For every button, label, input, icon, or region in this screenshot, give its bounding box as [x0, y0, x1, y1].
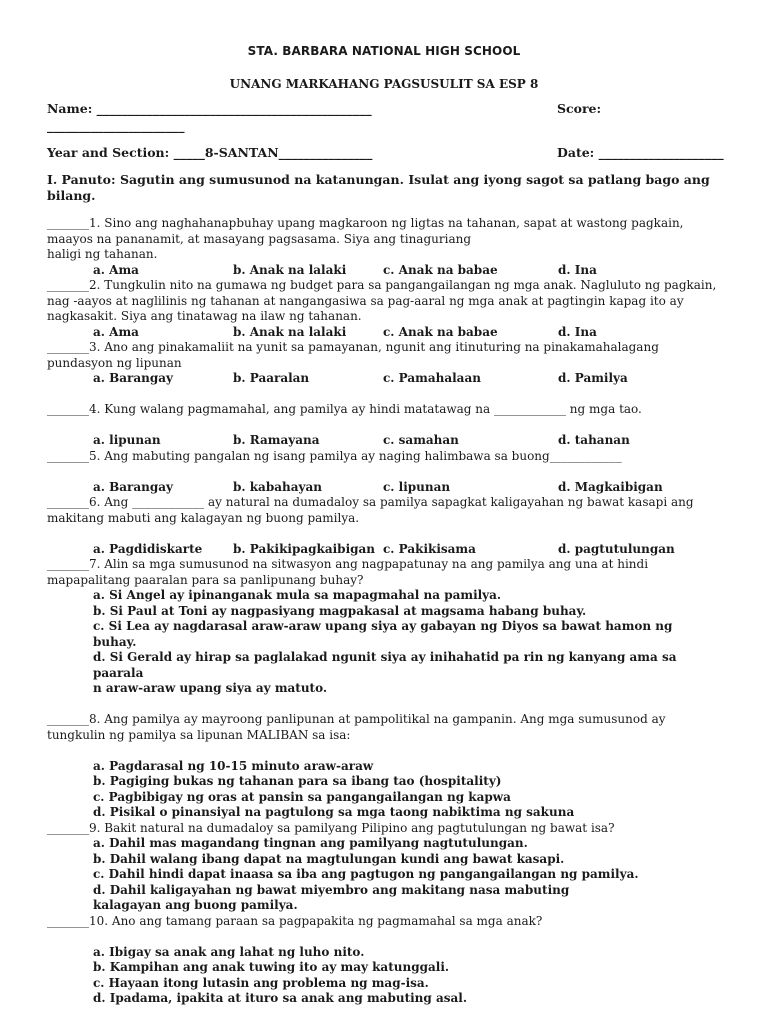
year-section-field[interactable]: Year and Section: _____8-SANTAN_______________ [47, 145, 373, 160]
option: d. Si Gerald ay hirap sa paglalakad ngunit siya ay inihahatid pa rin ng kanyang ama sa paarala [93, 650, 677, 680]
question-9: _______9. Bakit natural na dumadaloy sa pamilyang Pilipino ang pagtutulungan ng bawat isa? [47, 820, 615, 835]
option: d. Pamilya [558, 371, 628, 385]
option: b. Ramayana [233, 433, 320, 447]
option: d. Dahil kaligayahan ng bawat miyembro ang makitang nasa mabuting [93, 882, 570, 897]
question-5: _______5. Ang mabuting pangalan ng isang pamilya ay naging halimbawa sa buong____________ [47, 448, 622, 463]
question-4: _______4. Kung walang pagmamahal, ang pamilya ay hindi matatawag na ____________ ng mga tao. [47, 402, 642, 416]
instructions: I. Panuto: Sagutin ang sumusunod na katanungan. Isulat ang iyong sagot sa patlang bago ang bilang. [47, 172, 710, 203]
option: a. Ibigay sa anak ang lahat ng luho nito. [93, 944, 365, 959]
option: c. Si Lea ay nagdarasal araw-araw upang siya ay gabayan ng Diyos sa bawat hamon ng buhay. [93, 619, 673, 649]
score-field[interactable]: Score: [557, 101, 602, 116]
option: d. Pisikal o pinansiyal na pagtulong sa mga taong nabiktima ng sakuna [93, 805, 575, 819]
option-continuation: kalagayan ang buong pamilya. [93, 898, 298, 912]
question-4-options [47, 433, 719, 449]
question-10-options [47, 945, 719, 1007]
option: c. Pakikisama [383, 541, 476, 556]
option: c. Anak na babae [383, 262, 498, 277]
question-8: _______8. Ang pamilya ay mayroong panlipunan at pampolitikal na gampanin. Ang mga sumusunod ay tungkulin ng pamilya sa lipunan MALIBAN sa isa: [47, 712, 666, 742]
name-field-continuation: ______________________ [47, 118, 185, 133]
option: c. Dahil hindi dapat inaasa sa iba ang pagtugon ng pangangailangan ng pamilya. [93, 867, 639, 881]
option: c. Pamahalaan [383, 371, 481, 385]
question-1: _______1. Sino ang naghahanapbuhay upang magkaroon ng ligtas na tahanan, sapat at wastong pagkain, maayos na pananamit, at masayang pagsasama. Siya ang tinaguriang [47, 216, 684, 246]
question-2: _______2. Tungkulin nito na gumawa ng budget para sa pangangailangan ng mga anak. Nagluluto ng pagkain, nag -aayos at naglilinis ng tahanan at nangangasiwa sa pag-aaral ng mga anak at pagtingin kapag ito ay nagkasakit. Siya ang tinatawag na ilaw ng tahanan. [47, 278, 717, 323]
option: a. Barangay [93, 479, 174, 494]
option: d. Ipadama, ipakita at ituro sa anak ang mabuting asal. [93, 991, 468, 1005]
question-6-options [47, 542, 719, 558]
option: b. Dahil walang ibang dapat na magtulungan kundi ang bawat kasapi. [93, 851, 565, 866]
question-3-options [47, 371, 719, 387]
option: c. Pagbibigay ng oras at pansin sa pangangailangan ng kapwa [93, 789, 511, 804]
option: b. Kampihan ang anak tuwing ito ay may katunggali. [93, 960, 450, 974]
option: a. Pagdidiskarte [93, 541, 203, 556]
option: b. Pakikipagkaibigan [233, 541, 376, 556]
option: a. Dahil mas magandang tingnan ang pamilyang nagtutulungan. [93, 836, 528, 850]
school-name: STA. BARBARA NATIONAL HIGH SCHOOL [247, 44, 521, 58]
option: c. samahan [383, 433, 459, 447]
question-1-continuation: haligi ng tahanan. [47, 247, 158, 261]
question-6: _______6. Ang ____________ ay natural na dumadaloy sa pamilya sapagkat kaligayahan ng bawat kasapi ang makitang mabuti ang kalagayan ng buong pamilya. [47, 495, 694, 525]
option: a. Si Angel ay ipinanganak mula sa mapagmahal na pamilya. [93, 588, 502, 602]
option: b. Paaralan [233, 371, 310, 385]
question-list [47, 172, 719, 1007]
option: a. Ama [93, 262, 139, 277]
option: d. Ina [558, 324, 597, 339]
question-3: _______3. Ano ang pinakamaliit na yunit sa pamayanan, ngunit ang itinuturing na pinakamahalagang pundasyon ng lipunan [47, 340, 659, 370]
option: a. lipunan [93, 433, 161, 447]
question-7-options [47, 588, 719, 697]
name-field[interactable]: Name: ____________________________________________ [47, 101, 372, 116]
option: d. pagtutulungan [558, 541, 675, 556]
question-10: _______10. Ano ang tamang paraan sa pagpapakita ng pagmamahal sa mga anak? [47, 913, 543, 928]
exam-title: UNANG MARKAHANG PAGSUSULIT SA ESP 8 [229, 77, 539, 91]
option: b. kabahayan [233, 479, 322, 494]
option: c. Anak na babae [383, 324, 498, 339]
option: d. tahanan [558, 433, 630, 447]
option: a. Pagdarasal ng 10-15 minuto araw-araw [93, 758, 374, 773]
question-2-options [47, 325, 719, 341]
question-9-options [47, 836, 719, 914]
option: b. Anak na lalaki [233, 262, 347, 277]
option: a. Barangay [93, 371, 174, 385]
option: b. Anak na lalaki [233, 324, 347, 339]
option-continuation: n araw-araw upang siya ay matuto. [93, 681, 328, 695]
question-1-options [47, 263, 719, 279]
question-5-options [47, 480, 719, 496]
option: d. Ina [558, 262, 597, 277]
question-7: _______7. Alin sa mga sumusunod na sitwasyon ang nagpapatunay na ang pamilya ang una at hindi mapapalitang paaralan para sa panlipunang buhay? [47, 557, 649, 587]
option: c. lipunan [383, 479, 451, 494]
option: a. Ama [93, 324, 139, 339]
option: b. Pagiging bukas ng tahanan para sa ibang tao (hospitality) [93, 774, 502, 788]
question-8-options [47, 759, 719, 821]
option: b. Si Paul at Toni ay nagpasiyang magpakasal at magsama habang buhay. [93, 603, 587, 618]
option: c. Hayaan itong lutasin ang problema ng mag-isa. [93, 975, 429, 990]
date-field[interactable]: Date: ____________________ [557, 145, 724, 160]
option: d. Magkaibigan [558, 479, 663, 494]
